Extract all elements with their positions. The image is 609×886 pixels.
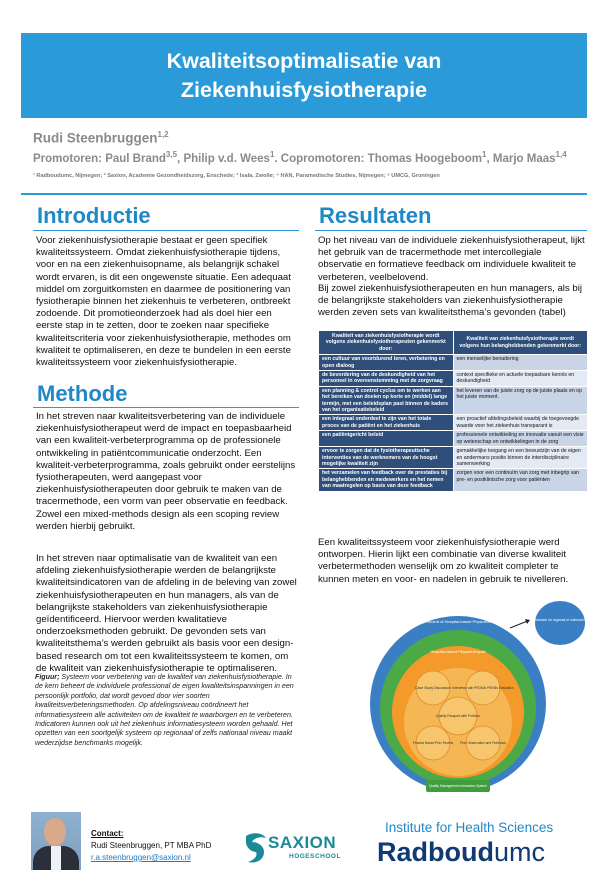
table-cell: een integraal onderdeel te zijn van het totale proces van de patiënt en het ziekenhuis [319,415,454,431]
introductie-underline [33,230,299,231]
photo-shirt [51,846,61,870]
copromoter-1: Thomas Hoogeboom [367,152,483,165]
table-cell: een cultuur van voortdurend leren, verbetering en open dialoog [319,355,454,371]
table-header-cell: Kwaliteit van ziekenhuisfysiotherapie wordt volgens hun belanghebbenden gekenmerkt door: [453,331,588,355]
table-cell: professionele ontwikkeling en innovatie vanuit een visie op wetenschap en ontwikkelingen in de zorg [453,431,588,447]
introductie-title: Introductie [37,203,151,228]
methode-text-1: In het streven naar kwaliteitsverbetering van de individuele ziekenhuisfysiotherapeut werd de impact en toepasbaarheid van een kwaliteit-verbeterprogramma op de professionele ontwikkeling in patiëntcommunicatie onderzocht. Een kwaliteit-verbeterprogramma, zoals gebruikt onder eerstelijns fysiotherapeuten, werd aangepast voor ziekenhuisfysiotherapeuten door gebruik te maken van de tracermethode, een vorm van peer observatie en feedback. Zowel een mixed-methods design als een scoping review werden hierbij gebruikt. [36,411,296,532]
promoter-2: Philip v.d. Wees [183,152,270,165]
item-label: Peer Observation and Feedback [460,741,506,745]
figure-caption [35,673,295,748]
table-row [319,469,588,491]
table-row [319,386,588,415]
table-cell: context specifieke en actuele toepasbare kennis en deskundigheid [453,371,588,387]
resultaten-text-3: Een kwaliteitssysteem voor ziekenhuisfysiotherapie werd ontworpen. Hierin lijkt een combinatie van diverse kwaliteit verbetermethoden wenselijk om zo kwaliteit completer te kunnen meten en voor- en nadelen in gebruik te nivelleren. [318,537,569,585]
figure-caption-label: Figuur; [35,673,60,681]
table-row [319,415,588,431]
affiliations: ¹ Radboudumc, Nijmegen; ² Saxion, Academie Gezondheidszorg, Enschede; ³ Isala, Zwolle; ⁴ HAN, Paramedische Studies, Nijmegen; ⁵ UMCG, Groningen [33,173,440,179]
radboud-wordmark: Radboud [377,837,494,867]
item-label: Interviews with PROMs/ PREMs Evaluation [452,686,514,690]
saxion-wordmark: SAXION [268,833,337,852]
header-divider [21,193,587,195]
author-sup: 1,2 [157,130,169,139]
poster-title [21,47,587,105]
table-cell: de bevordering van de deskundigheid van het personeel in overeenstemming met de zorgvraag [319,371,454,387]
table-row [319,371,588,387]
table-cell: zorgen voor een continuïm van zorg met inbegrip van pre- en postklinische zorg voor patiënten [453,469,588,491]
copromoter-1-sup: 1 [482,150,487,159]
copromoters-label: Copromotoren: [280,152,365,165]
radboudumc-logo [377,837,545,868]
table-cell: ervoor te zorgen dat de fysiotherapeutische interventies van de werknemers van de hoogst mogelijke kwaliteit zijn [319,447,454,469]
table-header-row [319,331,588,355]
title-line-1: Kwaliteitsoptimalisatie van [166,49,442,73]
table-row [319,355,588,371]
table-row [319,431,588,447]
benchmark-circle [535,601,585,645]
table-cell: een planning & control cyclus om te werken aan het bereiken van doelen op korte en (middel) lange termijn, met een beleidsplan past binnen de kaders van het organisatiebeleid [319,386,454,415]
quality-management-label: Quality Management Information System [429,784,487,788]
department-ring-label: Department of Hospital-based Physiotherapy [418,619,498,624]
methode-text-2: In het streven naar optimalisatie van de kwaliteit van een afdeling ziekenhuisfysiotherapie werden de belangrijkste kwaliteitsindicatoren van de afdeling in de beleving van zowel ziekenhuisfysiotherapeuten en hun managers, als van de belangrijkste stakeholders van ziekenhuisfysiotherapie geïdentificeerd. Hiervoor werden kwalitatieve onderzoeksmethoden gebruikt. De gevonden sets van kwaliteitsthema’s werden gebruikt als basis voor een design-based research om tot een kwaliteitssysteem te komen, om de kwaliteit van ziekenhuisfysiotherapie te optimaliseren. [36,553,297,674]
resultaten-text-1: Op het niveau van de individuele ziekenhuisfysiotherapeut, lijkt het gebruik van de tracermethode met intercollegiale observatie en formatieve feedback om individuele kwaliteit te verbeteren, veelbelovend. [318,235,585,283]
umc-wordmark: umc [493,837,545,867]
table-cell: een patiëntgericht beleid [319,431,454,447]
table-cell: een menselijke benadering [453,355,588,371]
author-photo [31,812,81,870]
title-line-2: Ziekenhuisfysiotherapie [180,78,428,102]
table-cell: het leveren van de juiste zorg op de juiste plaats en op het juiste moment. [453,386,588,415]
physiotherapist-label: Hospital-based Physiotherapist [430,649,486,654]
center-label: Quality Passport with Portfolio [436,714,480,718]
title-banner [21,33,587,118]
author [33,130,169,146]
contact-name: Rudi Steenbruggen, PT MBA PhD [91,841,212,850]
copromoter-2: Marjo Maas [492,152,556,165]
quality-system-diagram [370,596,595,811]
copromoter-2-sup: 1,4 [555,150,567,159]
promoter-2-sup: 1 [269,150,275,159]
table-row [319,447,588,469]
contact-label: Contact: [91,829,124,838]
methode-title: Methode [37,381,128,406]
table-header-cell: Kwaliteit van ziekenhuisfysiotherapie wordt volgens ziekenhuisfysiotherapeuten gekenmerkt door: [319,331,454,355]
promoter-1-sup: 3,5 [165,150,178,159]
resultaten-text-2: Bij zowel ziekenhuisfysiotherapeuten en hun managers, als bij de belangrijkste stakeholders van ziekenhuisfysiotherapie werden zeven sets van kwaliteitsthema’s gevonden (tabel) [318,283,582,319]
saxion-logo [242,828,341,872]
saxion-subtitle: HOGESCHOOL [289,853,341,860]
institute-label: Institute for Health Sciences [385,820,554,835]
methode-underline [33,407,299,408]
photo-face [44,818,66,846]
introductie-text: Voor ziekenhuisfysiotherapie bestaat er geen specifiek kwaliteitssysteem. Omdat ziekenhuisfysiotherapie tijdens, voor en na een ziekenhuisopname, als belangrijk schakel wordt ervaren, is dit een ongewenste situatie. Een adequaat middel om zorguitkomsten en daarmee de positionering van fysiotherapie binnen het ziekenhuis te verbeteren, ontbreekt zodoende. Dit promotieonderzoek had als doel hier een eerste stap in te zetten, door te zoeken naar specifieke kwaliteitscriteria voor ziekenhuisfysiotherapie, methodes om kwaliteit te optimaliseren, en deze te bundelen in een eerste kwaliteitssysteem voor ziekenhuisfysiotherapie. [36,235,291,369]
table-cell: gemakkelijke toegang en een bewustzijn van de eigen en andermans positie binnen de interdisciplinaire samenwerking [453,447,588,469]
resultaten-title: Resultaten [319,203,432,228]
benchmark-label: Benchmark on regional or national level [529,618,591,622]
promoters-label: Promotoren: [33,152,102,165]
saxion-emblem-icon [242,830,270,870]
resultaten-underline [315,230,587,231]
figure-caption-text: Systeem voor verbetering van de kwaliteit van ziekenhuisfysiotherapie. In de kern beheert de individuele professional de eigen kwaliteitsinspanningen in een persoonlijk portfolio, dat wordt gevoed door vier soorten kwaliteitsverbeteringsmethoden. Op afdelingsniveau coördineert het informatiesysteem alle activiteiten om de kwaliteit te waarborgen en te verbeteren. Indicatoren kunnen ook uit het ziekenhuis informatiesysteem worden gehaald. Het opzetten van een soortgelijk systeem op regionaal of zelfs nationaal niveau maakt wederzijdse benchmarks mogelijk. [35,673,294,747]
outer-ring-label: Hospital Information System [432,601,484,606]
promoters-line: Promotoren: Paul Brand$^{3,5}$, Philip v.d. Wees$^1$. Copromotoren: Thomas Hoogeboom$^1$, Marjo Maas$^{1,4}$ [33,150,567,165]
promoter-1: Paul Brand [105,152,166,165]
author-name: Rudi Steenbruggen [33,130,158,146]
contact-email-link[interactable]: r.a.steenbruggen@saxion.nl [91,853,191,862]
quality-themes-table [318,330,588,492]
table-cell: een proactief afdelingsbeleid waarbij de toegevoegde waarde voor het ziekenhuis transparant is [453,415,588,431]
item-label: Case Study Discussion [415,686,451,690]
table-cell: het verzamelen van feedback over de prestaties bij belanghebbenden en medewerkers en het nemen van maatregelen op basis van deze feedback [319,469,454,491]
item-label: Practice Based Peer Review [412,741,454,745]
